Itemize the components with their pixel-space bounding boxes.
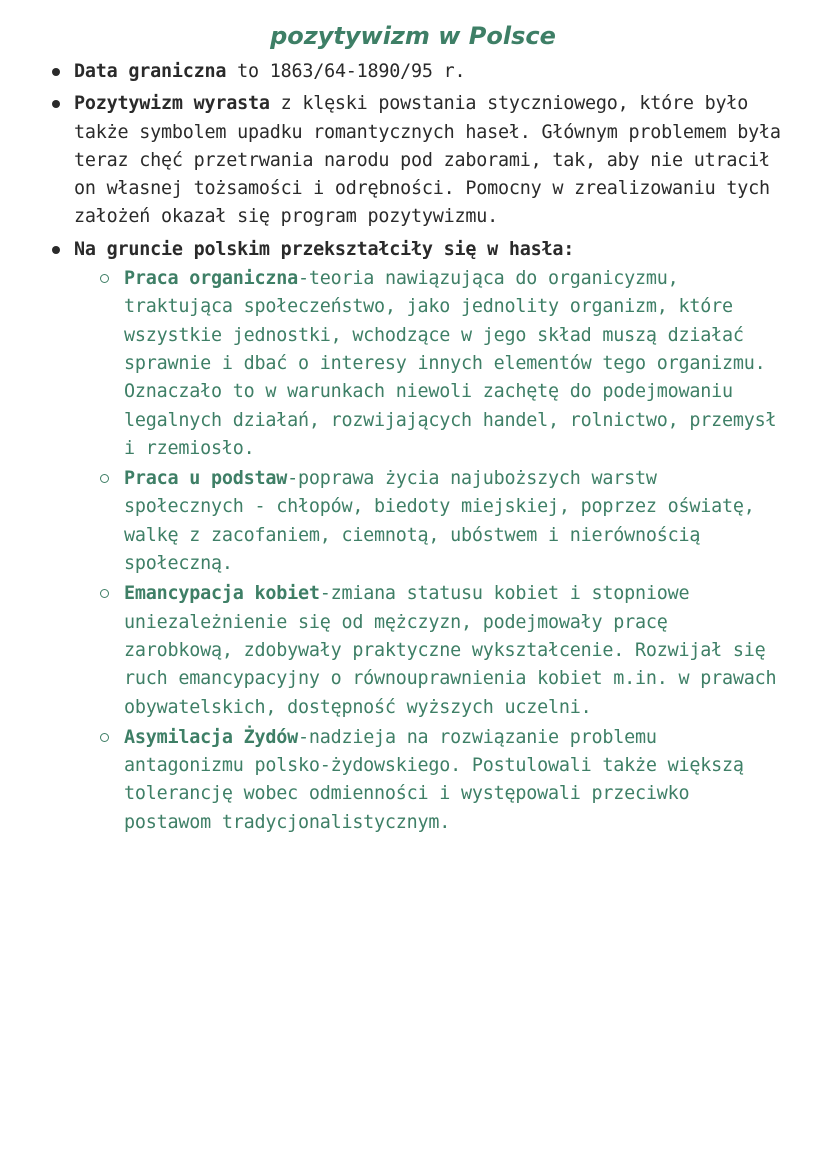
slogan-list <box>74 265 782 837</box>
bullet-dot-icon <box>52 68 60 76</box>
circle-bullet-icon <box>100 589 109 598</box>
slogan-heading: Praca organiczna <box>124 268 298 290</box>
page-title: pozytywizm w Polsce <box>270 22 556 50</box>
slogan-heading: Asymilacja Żydów <box>124 726 298 748</box>
bullet-dot-icon <box>52 246 60 254</box>
bullet-text: z klęski powstania styczniowego, które było także symbolem upadku romantycznych haseł. Głównym problemem była teraz chęć przetrwania narodu pod zaborami, tak, aby nie utracił on własnej tożsamości i odrębności. Pomocny w zrealizowaniu tych założeń okazał się program pozytywizmu. <box>74 93 781 228</box>
slogan-text: -poprawa życia najuboższych warstw społecznych - chłopów, biedoty miejskiej, poprzez oświatę, walkę z zacofaniem, ciemnotą, ubóstwem i nierównością społeczną. <box>124 468 755 575</box>
slogan-heading: Praca u podstaw <box>124 468 288 490</box>
bullet-heading: Data graniczna <box>74 61 227 82</box>
slogan-text: -nadzieja na rozwiązanie problemu antagonizmu polsko-żydowskiego. Postulowali także większą tolerancję wobec odmienności i występowali przeciwko postawom tradycjonalistycznym. <box>124 726 744 833</box>
slogan-item-organic-work <box>74 265 782 463</box>
circle-bullet-icon <box>100 733 109 742</box>
slogan-text: -teoria nawiązująca do organicyzmu, traktująca społeczeństwo, jako jednolity organizm, które wszystkie jednostki, wchodzące w jego skład muszą działać sprawnie i dbać o interesy innych elementów tego organizmu. Oznaczało to w warunkach niewoli zachętę do podejmowaniu legalnych działań, rozwijających handel, rolnictwo, przemysł i rzemiosło. <box>124 268 777 459</box>
bullet-heading: Pozytywizm wyrasta <box>74 93 270 115</box>
circle-bullet-icon <box>100 474 109 483</box>
bullet-heading: Na gruncie polskim przekształciły się w hasła: <box>74 238 575 260</box>
bullet-item-dates <box>52 58 782 86</box>
bullet-text: to 1863/64-1890/95 r. <box>226 61 466 82</box>
slogan-text: -zmiana statusu kobiet i stopniowe uniezależnienie się od mężczyzn, podejmowały pracę zarobkową, zdobywały praktyczne wykształcenie. Rozwijał się ruch emancypacyjny o równouprawnienia kobiet m.in. w prawach obywatelskich, dostępność wyższych uczelni. <box>124 583 777 718</box>
slogan-item-assimilation <box>74 724 782 837</box>
bullet-dot-icon <box>52 100 60 108</box>
bullet-item-slogans <box>52 236 782 837</box>
slogan-item-grassroots-work <box>74 465 782 578</box>
slogan-item-emancipation <box>74 580 782 721</box>
slogan-heading: Emancypacja kobiet <box>124 583 320 605</box>
bullet-item-origin <box>52 90 782 231</box>
main-bullet-list <box>52 58 782 841</box>
circle-bullet-icon <box>100 274 109 283</box>
